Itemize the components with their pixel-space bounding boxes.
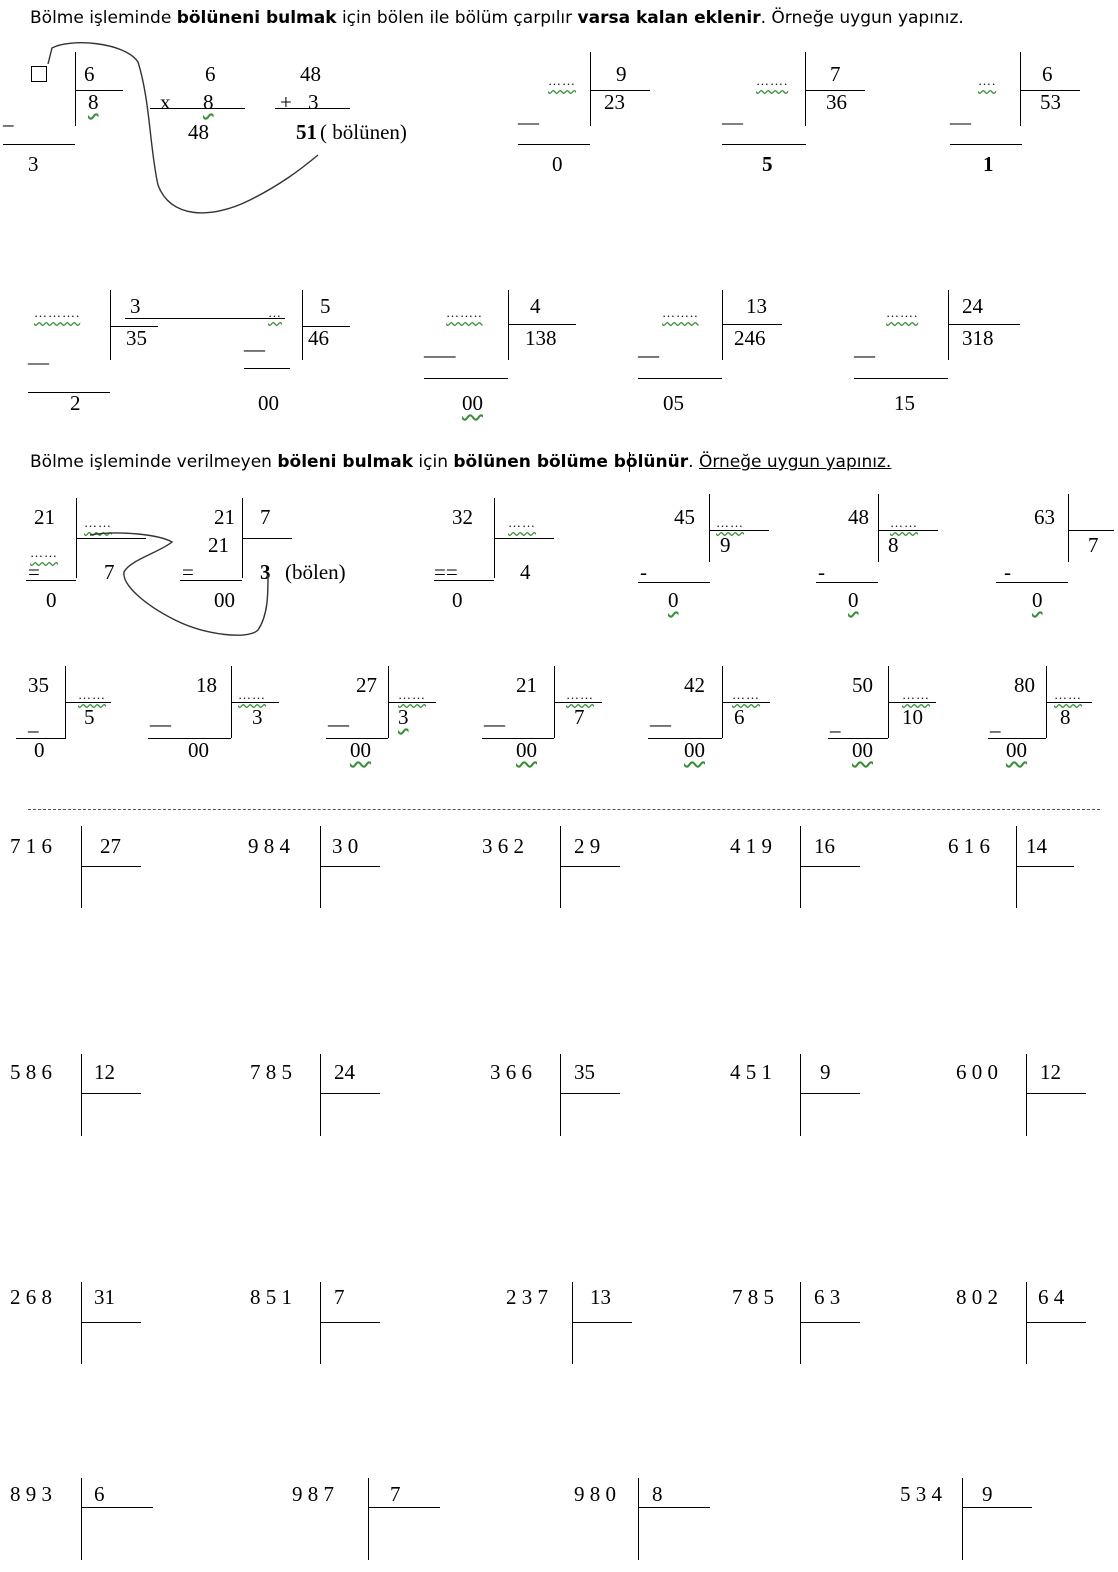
minus-sign: ==	[434, 560, 458, 584]
add-operand: 48	[300, 62, 321, 86]
divisor-result: 3	[260, 560, 271, 584]
subtraction-line	[434, 580, 494, 581]
remainder: 00	[258, 391, 279, 415]
multiply-result: 48	[188, 120, 209, 144]
dividend: 48	[848, 505, 869, 529]
division-bar	[962, 1478, 963, 1560]
remainder: 5	[762, 152, 773, 176]
division-bar	[1026, 1322, 1086, 1323]
division-bar	[722, 290, 723, 360]
division-bar	[554, 702, 602, 703]
blank-dots[interactable]: ……	[84, 515, 112, 530]
division-bar	[800, 866, 860, 867]
minus-sign: _	[990, 711, 1001, 735]
blank-dots[interactable]: ……….	[34, 305, 81, 320]
dividend: 5 8 6	[10, 1060, 52, 1084]
division-bar	[888, 702, 936, 703]
result-label: ( bölünen)	[320, 120, 407, 144]
divisor: 27	[100, 834, 121, 858]
dividend: 18	[196, 673, 217, 697]
division-bar	[81, 1322, 141, 1323]
division-bar	[368, 1478, 369, 1560]
remainder: 00	[462, 391, 483, 415]
dividend: 42	[684, 673, 705, 697]
division-bar	[81, 1507, 153, 1508]
quotient: 35	[126, 326, 147, 350]
quotient: 3	[398, 705, 409, 729]
remainder: 05	[663, 391, 684, 415]
divisor: 8	[652, 1482, 663, 1506]
divisor: 7	[260, 505, 271, 529]
quotient: 46	[308, 326, 329, 350]
instruction-bold: bölüneni bulmak	[176, 8, 337, 28]
minus-sign: —	[28, 350, 49, 374]
blank-dots[interactable]: ……	[398, 687, 426, 702]
quotient: 53	[1040, 90, 1061, 114]
divisor: 24	[962, 294, 983, 318]
dividend: 8 9 3	[10, 1482, 52, 1506]
division-bar	[805, 52, 806, 126]
instruction-text: Bölme işleminde	[30, 8, 177, 28]
remainder: 3	[28, 152, 39, 176]
dividend: 9 8 7	[292, 1482, 334, 1506]
division-bar	[590, 52, 591, 126]
division-bar	[800, 826, 801, 908]
remainder: 0	[46, 588, 57, 612]
dividend: 7 8 5	[250, 1060, 292, 1084]
dividend: 9 8 4	[248, 834, 290, 858]
subtraction-line	[996, 582, 1068, 583]
division-bar	[962, 1507, 1032, 1508]
subtraction-line	[722, 144, 806, 145]
dividend: 35	[28, 673, 49, 697]
minus-sign: __	[150, 705, 171, 729]
divisor: 7	[334, 1285, 345, 1309]
blank-dots[interactable]: ……	[30, 545, 58, 560]
blank-dots[interactable]: ……	[78, 687, 106, 702]
division-bar	[320, 866, 380, 867]
quotient: 9	[720, 533, 731, 557]
remainder: 0	[552, 152, 563, 176]
blank-dots[interactable]: ……	[732, 687, 760, 702]
dividend: 3 6 2	[482, 834, 524, 858]
remainder: 00	[214, 588, 235, 612]
dividend: 6 0 0	[956, 1060, 998, 1084]
dividend: 80	[1014, 673, 1035, 697]
dividend: 21	[516, 673, 537, 697]
dividend-result: 51	[296, 120, 317, 144]
dividend: 2 6 8	[10, 1285, 52, 1309]
blank-dots[interactable]: ……	[1054, 687, 1082, 702]
division-bar	[302, 290, 303, 360]
minus-sign: -	[818, 560, 825, 584]
division-bar	[800, 1093, 860, 1094]
divisor: 24	[334, 1060, 355, 1084]
quotient: 246	[734, 326, 766, 350]
minus-sign: –	[3, 112, 14, 136]
dividend: 3 6 6	[490, 1060, 532, 1084]
dividend: 8 5 1	[250, 1285, 292, 1309]
blank-dots[interactable]: ……	[566, 687, 594, 702]
division-bar	[722, 702, 770, 703]
division-bar	[800, 1282, 801, 1364]
division-bar	[1016, 826, 1017, 908]
instruction-text: Bölme işleminde verilmeyen	[30, 452, 278, 472]
blank-dots[interactable]: ……	[548, 73, 576, 88]
subtraction-line	[28, 392, 110, 393]
divisor: 7	[830, 62, 841, 86]
text-cursor	[629, 452, 630, 472]
divisor: 2 9	[574, 834, 601, 858]
multiply-sign: x	[160, 90, 171, 114]
instruction-bold: bölünen bölüme bölünür	[453, 452, 689, 472]
division-bar	[709, 530, 769, 531]
division-bar	[81, 866, 141, 867]
result-label: (bölen)	[285, 560, 346, 584]
blank-dots[interactable]: ….	[978, 73, 997, 88]
blank-dots[interactable]: …….	[886, 305, 919, 320]
divisor: 12	[94, 1060, 115, 1084]
dividend: 45	[674, 505, 695, 529]
dividend: 7 1 6	[10, 834, 52, 858]
minus-sign: ___	[424, 336, 456, 360]
division-bar	[560, 866, 620, 867]
minus-sign: __	[854, 336, 875, 360]
division-bar	[81, 1054, 82, 1136]
division-bar	[560, 1054, 561, 1136]
instruction-text: . Örneğe uygun yapınız.	[760, 8, 964, 28]
division-bar	[110, 290, 111, 360]
instruction-bold: böleni bulmak	[277, 452, 414, 472]
dividend: 5 3 4	[900, 1482, 942, 1506]
division-bar	[231, 702, 279, 703]
dividend: 27	[356, 673, 377, 697]
division-bar	[800, 1322, 860, 1323]
instruction-bold: varsa kalan eklenir	[577, 8, 761, 28]
division-bar	[800, 1054, 801, 1136]
division-bar	[368, 1507, 440, 1508]
subtraction-line	[638, 378, 722, 379]
division-bar	[1026, 1282, 1027, 1364]
squiggle-line	[125, 318, 285, 319]
divisor: 6	[94, 1482, 105, 1506]
remainder: 15	[894, 391, 915, 415]
dividend: 50	[852, 673, 873, 697]
divisor: 6	[84, 62, 95, 86]
remainder: 00	[852, 738, 873, 762]
blank-dots[interactable]: ……..	[662, 305, 699, 320]
minus-sign: _	[28, 711, 39, 735]
minus-sign: -	[640, 560, 647, 584]
minus-sign: =	[182, 560, 194, 584]
minus-sign: __	[650, 705, 671, 729]
remainder: 1	[983, 152, 994, 176]
dividend: 4 5 1	[730, 1060, 772, 1084]
division-bar	[709, 494, 710, 562]
quotient: 318	[962, 326, 994, 350]
instruction-text: için bölen ile bölüm çarpılır	[336, 8, 578, 28]
division-bar	[1020, 52, 1021, 126]
blank-dots[interactable]: …….	[756, 73, 789, 88]
divisor: 12	[1040, 1060, 1061, 1084]
instruction-underlined: Örneğe uygun yapınız.	[698, 452, 892, 472]
division-bar	[948, 324, 1020, 325]
blank-dots[interactable]: ……	[238, 687, 266, 702]
divisor: 6 4	[1038, 1285, 1065, 1309]
quotient: 4	[520, 560, 531, 584]
division-bar	[81, 1478, 82, 1560]
dividend: 7 8 5	[732, 1285, 774, 1309]
subtraction-line	[816, 582, 878, 583]
remainder: 00	[1006, 738, 1027, 762]
remainder: 0	[848, 588, 859, 612]
subtraction-line	[854, 378, 948, 379]
quotient: 7	[104, 560, 115, 584]
quotient: 23	[604, 90, 625, 114]
quotient: 7	[574, 705, 585, 729]
blank-dots[interactable]: ……	[902, 687, 930, 702]
multiply-operand: 8	[203, 90, 214, 114]
quotient: 7	[1088, 533, 1099, 557]
division-bar	[81, 826, 82, 908]
remainder: 2	[70, 391, 81, 415]
quotient: 138	[525, 326, 557, 350]
division-bar	[388, 702, 436, 703]
quotient: 10	[902, 705, 923, 729]
division-bar	[508, 324, 576, 325]
dividend: 8 0 2	[956, 1285, 998, 1309]
minus-sign: __	[328, 705, 349, 729]
division-bar	[638, 1478, 639, 1560]
subtraction-line	[424, 378, 508, 379]
remainder: 00	[684, 738, 705, 762]
remainder: 0	[34, 738, 45, 762]
minus-sign: —	[722, 110, 743, 134]
instruction-text: için	[413, 452, 454, 472]
divisor: 16	[814, 834, 835, 858]
quotient: 3	[252, 705, 263, 729]
division-bar	[320, 1322, 380, 1323]
division-bar	[65, 702, 111, 703]
minus-sign: —	[518, 110, 539, 134]
arrow-curve	[0, 490, 320, 650]
minus-sign: __	[638, 336, 659, 360]
division-bar	[1026, 1093, 1086, 1094]
division-bar	[572, 1282, 573, 1364]
remainder: 00	[350, 738, 371, 762]
minus-sign: —	[950, 110, 971, 134]
remainder: 0	[452, 588, 463, 612]
multiply-operand: 6	[205, 62, 216, 86]
division-bar	[560, 826, 561, 908]
divisor: 3	[130, 294, 141, 318]
minus-sign: -	[1004, 560, 1011, 584]
blank-dots[interactable]: …	[268, 305, 282, 320]
subtraction-line	[638, 582, 710, 583]
division-bar	[320, 1093, 380, 1094]
divisor: 35	[574, 1060, 595, 1084]
divisor: 5	[320, 294, 331, 318]
divisor: 6 3	[814, 1285, 841, 1309]
divisor: 9	[820, 1060, 831, 1084]
division-bar	[1026, 1054, 1027, 1136]
subtraction-line	[950, 144, 1022, 145]
dividend: 6 1 6	[948, 834, 990, 858]
quotient: 5	[84, 705, 95, 729]
division-bar	[560, 1093, 620, 1094]
divisor: 7	[390, 1482, 401, 1506]
remainder: 00	[516, 738, 537, 762]
blank-dots[interactable]: ……	[890, 515, 918, 530]
divisor: 3 0	[332, 834, 359, 858]
quotient: 8	[88, 90, 99, 114]
quotient: 8	[888, 533, 899, 557]
division-bar	[494, 538, 554, 539]
dividend: 21	[214, 505, 235, 529]
dividend: 32	[452, 505, 473, 529]
divisor: 13	[746, 294, 767, 318]
quotient: 36	[826, 90, 847, 114]
remainder: 00	[188, 738, 209, 762]
instruction-text: .	[688, 452, 699, 472]
minus-sign: __	[244, 330, 265, 354]
division-bar	[508, 290, 509, 360]
division-bar	[1016, 866, 1074, 867]
divisor: 9	[982, 1482, 993, 1506]
division-bar	[572, 1322, 632, 1323]
blank-dots[interactable]: ……..	[446, 305, 483, 320]
division-bar	[320, 1054, 321, 1136]
remainder: 0	[1032, 588, 1043, 612]
add-sign: +	[280, 90, 292, 114]
divisor: 13	[590, 1285, 611, 1309]
divisor: 14	[1026, 834, 1047, 858]
division-bar	[722, 324, 782, 325]
division-bar	[638, 1507, 710, 1508]
blank-dots[interactable]: ……	[716, 515, 744, 530]
division-bar	[320, 1282, 321, 1364]
instruction-find-divisor	[30, 452, 891, 472]
dividend: 21	[34, 505, 55, 529]
remainder: 0	[668, 588, 679, 612]
section-divider	[28, 809, 1100, 810]
minus-sign: __	[484, 705, 505, 729]
add-operand: 3	[308, 90, 319, 114]
subtraction-line	[518, 144, 590, 145]
division-bar	[81, 1093, 141, 1094]
division-bar	[1068, 494, 1069, 562]
dividend: 2 3 7	[506, 1285, 548, 1309]
divisor: 6	[1042, 62, 1053, 86]
subtraction-line	[244, 368, 290, 369]
division-bar	[320, 826, 321, 908]
divisor: 31	[94, 1285, 115, 1309]
division-bar	[1046, 702, 1092, 703]
minus-sign: =	[28, 560, 40, 584]
dividend: 63	[1034, 505, 1055, 529]
division-bar	[1068, 530, 1114, 531]
division-bar	[948, 290, 949, 360]
division-bar	[81, 1282, 82, 1364]
dividend: 9 8 0	[574, 1482, 616, 1506]
quotient: 6	[734, 705, 745, 729]
blank-dots[interactable]: ……	[508, 515, 536, 530]
subtrahend: 21	[208, 533, 229, 557]
minus-sign: _	[830, 711, 841, 735]
division-bar	[878, 530, 938, 531]
dividend: 4 1 9	[730, 834, 772, 858]
divisor: 9	[616, 62, 627, 86]
division-bar	[878, 494, 879, 562]
quotient: 8	[1060, 705, 1071, 729]
divisor: 4	[530, 294, 541, 318]
